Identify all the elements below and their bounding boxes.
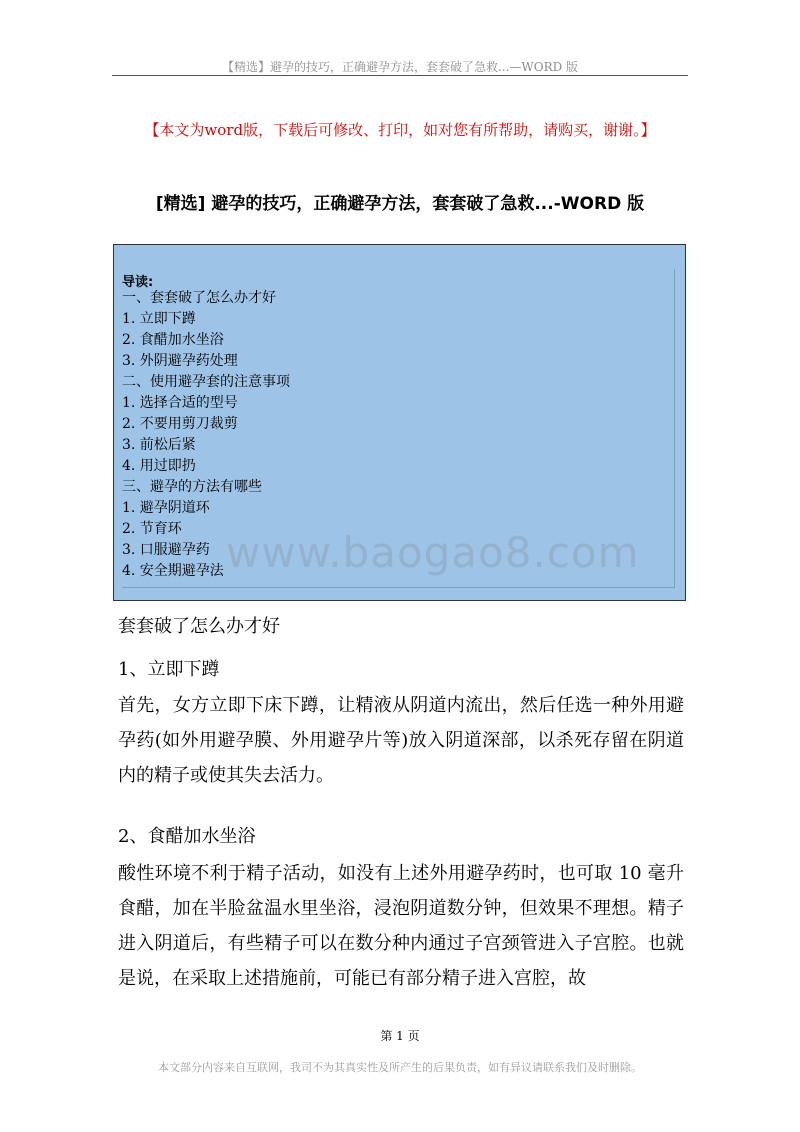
header-rule <box>112 75 688 76</box>
guide-item: 1. 避孕阴道环 <box>122 500 210 516</box>
guide-item: 2. 不要用剪刀裁剪 <box>122 416 238 432</box>
paragraph-1: 首先，女方立即下床下蹲，让精液从阴道内流出，然后任选一种外用避孕药(如外用避孕膜、外用避孕片等)放入阴道深部，以杀死存留在阴道内的精子或使其失去活力。 <box>118 695 684 786</box>
guide-item: 2. 节育环 <box>122 521 182 537</box>
guide-item: 3. 外阴避孕药处理 <box>122 353 238 369</box>
guide-item: 3. 口服避孕药 <box>122 542 210 558</box>
guide-item: 4. 用过即扔 <box>122 458 196 474</box>
watermark: www.baogao8.com <box>226 528 640 577</box>
section-heading: 套套破了怎么办才好 <box>118 616 280 637</box>
guide-item: 4. 安全期避孕法 <box>122 563 224 579</box>
guide-item: 三、避孕的方法有哪些 <box>122 479 262 495</box>
document-title: [精选] 避孕的技巧，正确避孕方法，套套破了急救...-WORD 版 <box>155 194 645 214</box>
running-header: 【精选】避孕的技巧，正确避孕方法，套套破了急救...—WORD 版 <box>221 60 579 74</box>
guide-item: 3. 前松后紧 <box>122 437 196 453</box>
subheading-1: 1、立即下蹲 <box>118 659 220 680</box>
guide-item: 二、使用避孕套的注意事项 <box>122 374 290 390</box>
guide-heading: 导读: <box>122 275 154 290</box>
guide-item: 1. 选择合适的型号 <box>122 395 238 411</box>
footer-disclaimer: 本文部分内容来自互联网，我司不为其真实性及所产生的后果负责，如有异议请联系我们及时删除。 <box>158 1061 642 1074</box>
subheading-2: 2、食醋加水坐浴 <box>118 826 256 847</box>
guide-item: 1. 立即下蹲 <box>122 311 196 327</box>
guide-item: 一、套套破了怎么办才好 <box>122 290 276 306</box>
paragraph-2: 酸性环境不利于精子活动，如没有上述外用避孕药时，也可取 10 毫升食醋，加在半脸盆温水里坐浴，浸泡阴道数分钟，但效果不理想。精子进入阴道后，有些精子可以在数分种内通过子宫颈管进入子宫腔。也就是说，在采取上述措施前，可能已有部分精子进入宫腔，故 <box>118 863 684 989</box>
guide-item: 2. 食醋加水坐浴 <box>122 332 224 348</box>
purchase-notice: 【本文为word版，下载后可修改、打印，如对您有所帮助，请购买，谢谢。】 <box>144 121 656 139</box>
page-number: 第 1 页 <box>380 1029 420 1043</box>
